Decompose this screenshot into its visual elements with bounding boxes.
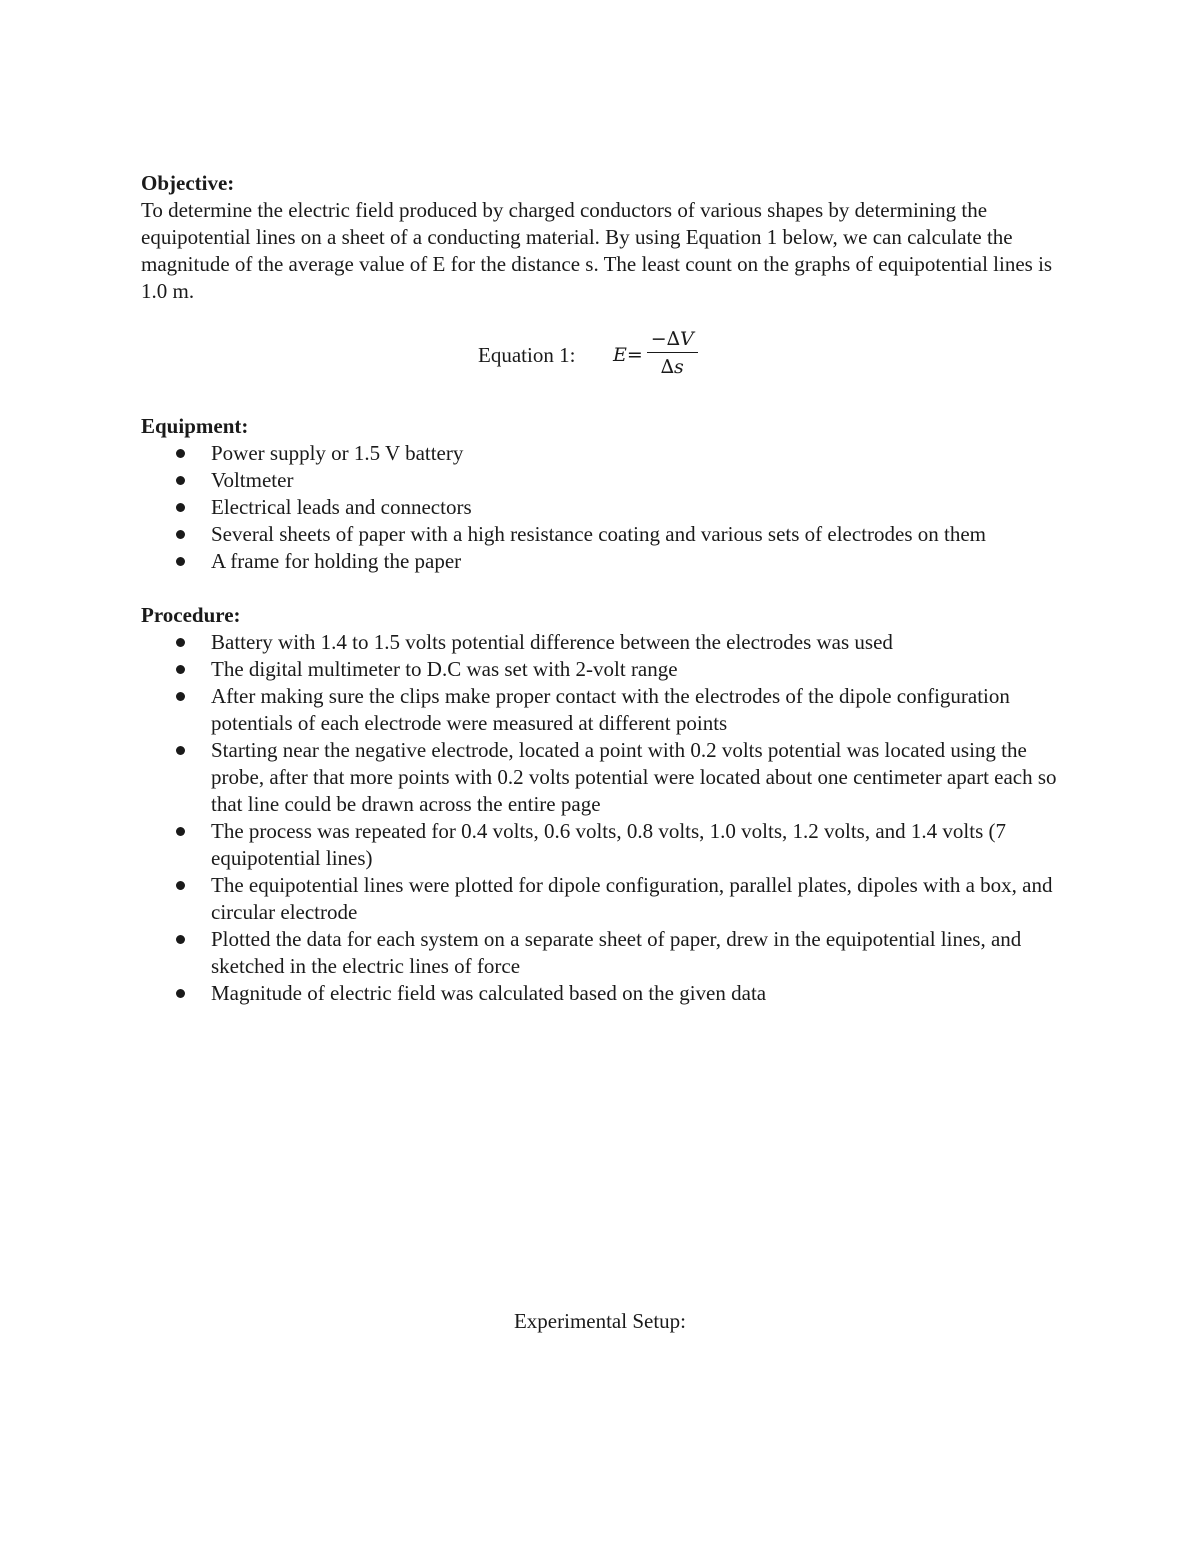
equation-denominator: ∆s [660,356,684,378]
list-item [141,818,1061,872]
list-item [141,629,1061,656]
equation-lhs: E= [613,344,643,366]
list-item-text: Battery with 1.4 to 1.5 volts potential difference between the electrodes was used [211,630,893,654]
list-item [141,926,1061,980]
bullet-icon [176,692,185,701]
equation-numerator: −∆V [647,327,698,353]
list-item-text: The digital multimeter to D.C was set with 2-volt range [211,657,678,681]
list-item [141,980,1061,1007]
experimental-setup-caption: Experimental Setup: [513,1309,687,1333]
bullet-icon [176,476,185,485]
equipment-section [141,413,1061,575]
bullet-icon [176,530,185,539]
list-item [141,548,1061,575]
list-item-text: The process was repeated for 0.4 volts, 0.6 volts, 0.8 volts, 1.0 volts, 1.2 volts, and 1.4 volts (7 equipotential lines) [211,819,1006,870]
list-item [141,737,1061,818]
bullet-icon [176,881,185,890]
bullet-icon [176,449,185,458]
objective-section [141,170,1061,305]
equation-fraction [647,327,698,380]
equipment-heading: Equipment: [141,414,249,438]
bullet-icon [176,557,185,566]
list-item-text: Voltmeter [211,468,294,492]
list-item [141,872,1061,926]
list-item-text: The equipotential lines were plotted for dipole configuration, parallel plates, dipoles with a box, and circular electrode [211,873,1053,924]
equipment-list [141,440,1061,575]
list-item-text: Electrical leads and connectors [211,495,472,519]
section-spacer [141,575,1061,602]
bullet-icon [176,503,185,512]
bullet-icon [176,638,185,647]
bullet-icon [176,665,185,674]
equation-formula [613,327,698,380]
list-item-text: Several sheets of paper with a high resistance coating and various sets of electrodes on them [211,522,987,546]
list-item [141,683,1061,737]
document-page [141,170,1061,1007]
objective-heading: Objective: [141,171,235,195]
bullet-icon [176,935,185,944]
list-item-text: Starting near the negative electrode, located a point with 0.2 volts potential was located using the probe, after that more points with 0.2 volts potential were located about one centimeter apart each so that line could be drawn across the entire page [211,738,1057,816]
list-item [141,440,1061,467]
list-item-text: After making sure the clips make proper contact with the electrodes of the dipole configuration potentials of each electrode were measured at different points [211,684,1010,735]
procedure-section [141,602,1061,1007]
list-item [141,656,1061,683]
list-item [141,494,1061,521]
bullet-icon [176,989,185,998]
bullet-icon [176,746,185,755]
list-item-text: A frame for holding the paper [211,549,462,573]
procedure-list [141,629,1061,1007]
list-item [141,521,1061,548]
objective-text: To determine the electric field produced by charged conductors of various shapes by determining the equipotential lines on a sheet of a conducting material. By using Equation 1 below, we can calculate the magnitude of the average value of E for the distance s. The least count on the graphs of equipotential lines is 1.0 m. [141,198,1053,303]
equation-1 [141,327,1061,383]
bullet-icon [176,827,185,836]
list-item [141,467,1061,494]
list-item-text: Plotted the data for each system on a separate sheet of paper, drew in the equipotential lines, and sketched in the electric lines of force [211,927,1022,978]
equation-label: Equation 1: [478,343,576,367]
list-item-text: Power supply or 1.5 V battery [211,441,464,465]
list-item-text: Magnitude of electric field was calculated based on the given data [211,981,767,1005]
procedure-heading: Procedure: [141,603,241,627]
